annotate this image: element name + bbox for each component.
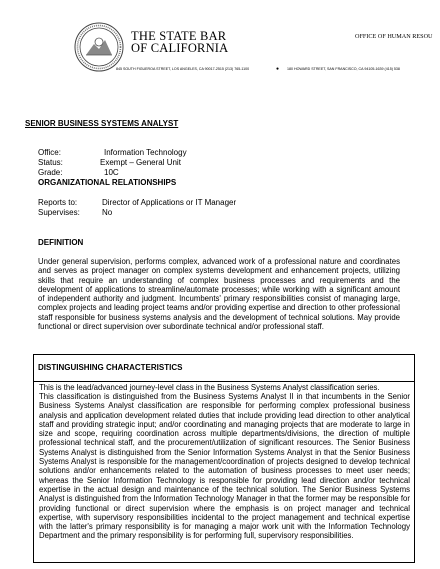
definition-text: Under general supervision, performs complex, advanced work of a professional nature and coordinates and serves as project manager on complex systems development and enhancement projects, utilizing skills that require an understanding of complex business processes and requirements and the development of applications to streamline/automate processes; while working with a significant amount of independent authority and judgment. Incumbents' primary responsibilities consist of managing large, complex projects and leading project teams and/or providing expertise and direction to other professional staff responsible for business systems analysis and the development of technical solutions. May provide functional or direct supervision over subordinate technical and/or professional staff. (38, 257, 400, 332)
grade-value: 10C (104, 168, 119, 177)
address-separator: ● (276, 66, 280, 72)
reports-to-label: Reports to: (38, 198, 78, 207)
office-name: OFFICE OF HUMAN RESOU (355, 33, 433, 40)
grade-label: Grade: (38, 168, 63, 177)
office-value: Information Technology (104, 148, 187, 157)
distinguishing-paragraph-2: This classification is distinguished from the Business Systems Analyst II in that incumbents in the Senior Business Systems Analyst classification are responsible for performing complex professional business analysis and application development related duties that include providing lead direction to other analytical staff and providing strategic input; and/or coordinating and managing projects that are moderate to large in size and scope, requiring coordination across multiple departments/divisions, the direction of multiple professional technical staff, and the procurement/utilization of significant resources. The Senior Business Systems Analyst is distinguished from the Senior Information Systems Analyst in that the Senior Business Systems Analyst is responsible for the management/coordination of projects designed to develop technical solutions and/or enhancements related to the automation of business processes to meet user needs; whereas the Senior Information Technology is responsible for providing lead direction and/or technical expertise in the actual design and maintenance of the technical solution. The Senior Business Systems Analyst is distinguished from the Information Technology Manager in that the former may be responsible for providing functional or direct supervision where the emphasis is on project manager and technical expertise, with supervisory responsibilities incidental to the project management and technical expertise with the latter's primary responsibility is for managing a major work unit with the Information Technology Department and the primary responsibility is for performing full, supervisory responsibilities. (39, 392, 410, 541)
address-los-angeles: 845 SOUTH FIGUEROA STREET, LOS ANGELES, CA 90017-2515 (213) 765-1100 (116, 67, 250, 71)
distinguishing-paragraph-1: This is the lead/advanced journey-level class in the Business Systems Analyst classification series. (39, 383, 380, 392)
document-title: SENIOR BUSINESS SYSTEMS ANALYST (25, 119, 179, 128)
address-san-francisco: 180 HOWARD STREET, SAN FRANCISCO, CA 94105-1639 (415) 538 (287, 67, 400, 71)
section-divider (34, 381, 414, 382)
state-bar-seal-icon (74, 22, 124, 72)
supervises-label: Supervises: (38, 208, 80, 217)
office-label: Office: (38, 148, 61, 157)
reports-to-value: Director of Applications or IT Manager (102, 198, 237, 207)
org-relationships-heading: ORGANIZATIONAL RELATIONSHIPS (38, 178, 177, 187)
org-name-line1: THE STATE BAR (131, 29, 227, 43)
distinguishing-heading: DISTINGUISHING CHARACTERISTICS (38, 363, 183, 372)
supervises-value: No (102, 208, 113, 217)
org-name-line2: OF CALIFORNIA (131, 41, 229, 55)
definition-heading: DEFINITION (38, 238, 84, 247)
status-value: Exempt – General Unit (100, 158, 181, 167)
status-label: Status: (38, 158, 63, 167)
distinguishing-characteristics-box (33, 354, 415, 563)
